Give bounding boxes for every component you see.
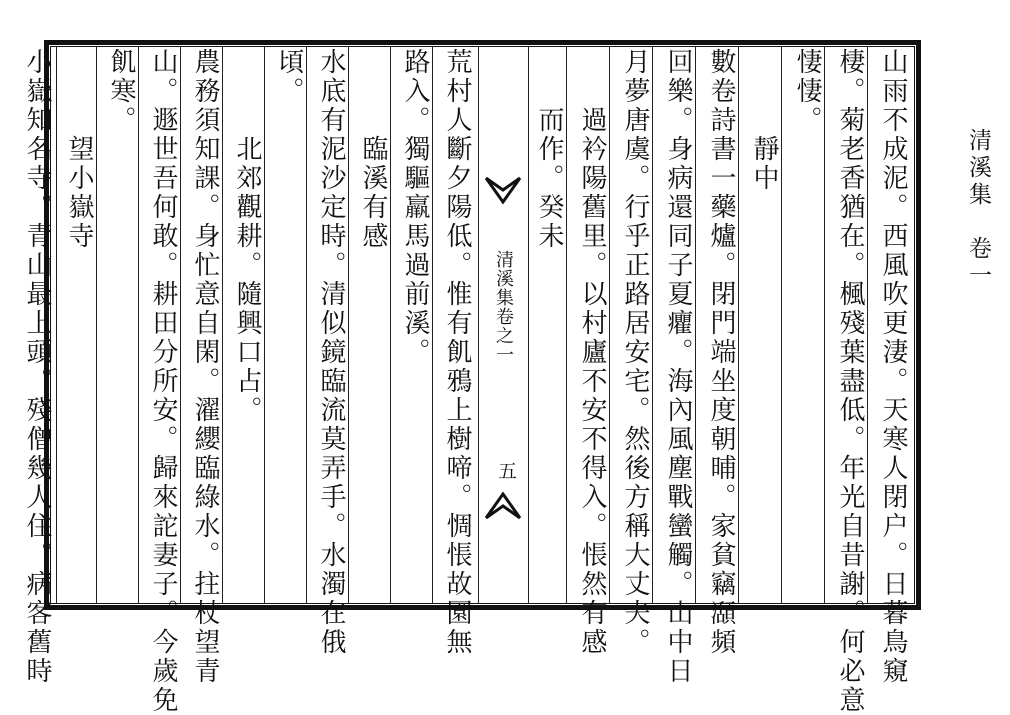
column-rule (390, 47, 391, 603)
text-column: 路入。獨驅羸馬過前溪。 (400, 48, 430, 367)
poem-title: 臨溪有感 (358, 48, 388, 251)
column-rule (566, 47, 567, 603)
upper-fish-tail-icon (484, 176, 522, 204)
center-rule-right (528, 47, 529, 603)
text-column: 荒村人斷夕陽低。惟有飢鴉上樹啼。惆悵故園無 (442, 48, 472, 657)
text-column: 棲。菊老香猶在。楓殘葉盡低。年光自昔謝。何必意 (835, 48, 865, 715)
column-rule (180, 47, 181, 603)
column-rule (264, 47, 265, 603)
text-column: 數卷詩書一藥爐。閉門端坐度朝晡。家貧竊𤁪頻 (706, 48, 736, 657)
poem-title: 過衿陽舊里。以村廬不安不得入。悵然有感 (577, 48, 607, 657)
center-book-title: 清溪集卷之一 (493, 250, 514, 364)
text-column: 水底有泥沙定時。清似鏡臨流莫弄手。水濁在俄 (316, 48, 346, 657)
text-column: 小嶽知名寺。青山最上頭。殘僧幾人住。病客舊時 (22, 48, 52, 686)
volume-label: 卷一 (965, 236, 991, 290)
column-rule (138, 47, 139, 603)
column-rule (222, 47, 223, 603)
poem-title: 而作。癸未 (534, 48, 564, 251)
text-column: 月夢唐虞。行乎正路居安宅。然後方稱大丈夫。 (620, 48, 650, 657)
column-rule (695, 47, 696, 603)
column-rule (738, 47, 739, 603)
column-rule (56, 47, 57, 603)
column-rule (609, 47, 610, 603)
text-column: 悽悽。 (792, 48, 822, 135)
poem-title: 望小嶽寺 (64, 48, 94, 251)
text-column: 飢寒。 (106, 48, 136, 135)
text-column: 農務須知課。身忙意自閑。濯纓臨綠水。拄杖望青 (190, 48, 220, 686)
lower-fish-tail-icon (484, 492, 522, 520)
center-fold (478, 46, 528, 604)
column-rule (652, 47, 653, 603)
poem-title: 靜中 (749, 48, 779, 193)
column-rule (306, 47, 307, 603)
poem-title: 北郊觀耕。隨興口占。 (232, 48, 262, 425)
text-column: 山。遯世吾何敢。耕田分所安。歸來詑妻子。今歲免 (148, 48, 178, 715)
text-column: 回樂。身病還同子夏癯。海內風塵戰蠻觸。山中日 (663, 48, 693, 686)
running-header (962, 128, 995, 290)
column-rule (96, 47, 97, 603)
column-rule (867, 47, 868, 603)
book-title: 清溪集 (965, 128, 991, 209)
column-rule (781, 47, 782, 603)
column-rule (432, 47, 433, 603)
column-rule (824, 47, 825, 603)
page-number: 五 (495, 461, 517, 480)
text-column: 頃。 (274, 48, 304, 106)
text-column: 山雨不成泥。西風吹更淒。天寒人閉户。日暮鳥窺 (878, 48, 908, 686)
column-rule (348, 47, 349, 603)
